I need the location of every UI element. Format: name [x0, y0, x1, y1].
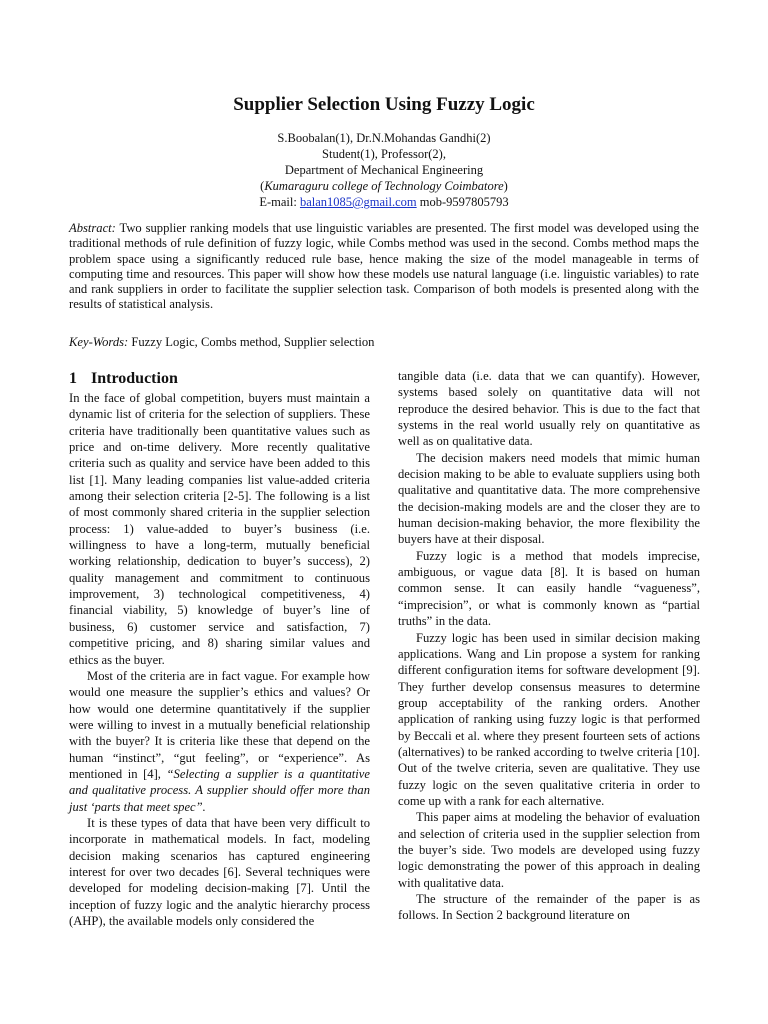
affiliation-line — [0, 178, 768, 194]
mobile-number: mob-9597805793 — [416, 195, 509, 209]
abstract-text: Two supplier ranking models that use linguistic variables are presented. The first model was developed using the traditional methods of rule definition of fuzzy logic, while Combs method was used in the second. Combs method maps the problem space using a significantly reduced rule base, hence making the size of the model manageable in terms of computing time and resources. This paper will show how these models use natural language (i.e. linguistic variables) to rate and rank suppliers in order to facilitate the supplier selection task. Comparison of both models is presented along with the results of statistical analysis. — [69, 221, 699, 312]
paragraph: It is these types of data that have been very difficult to incorporate in mathematical models. In fact, modeling decision making scenarios has captured engineering interest for over two decades [6]. Several techniques were developed for modeling decision-making [7]. Until the inception of fuzzy logic and the analytic hierarchy process (AHP), the available models only considered the — [69, 815, 370, 928]
paragraph: tangible data (i.e. data that we can quantify). However, systems based solely on quantitative data will not reproduce the desired behavior. This is due to the fact that systems in the real world usually rely on quantitative as well as on qualitative data. — [398, 369, 700, 449]
keywords — [69, 334, 699, 350]
left-column — [69, 368, 370, 929]
paragraph: Fuzzy logic has been used in similar decision making applications. Wang and Lin propose a system for ranking different configuration items for software development [9]. They further develop consensus measures to determine group acceptability of the ranking orders. Another application of ranking using fuzzy logic is that performed by Beccali et al. where they present fourteen sets of actions (alternatives) to be ranked according to twelve criteria [10]. Out of the twelve criteria, seven are qualitative. They use fuzzy logic on the seven qualitative criteria in order to come up with a rank for each alternative. — [398, 630, 700, 808]
quote: “Selecting a supplier is a quantitative and qualitative process. A supplier should offer more than just ‘parts that meet spec”. — [69, 766, 370, 814]
paragraph: The decision makers need models that mimic human decision making to be able to evaluate suppliers using both qualitative and quantitative data. The more comprehensive the decision-making models are and the closer they are to human decision-making behavior, the more flexibility the buyers have at their disposal. — [398, 450, 700, 547]
section-number: 1 — [69, 370, 77, 387]
paragraph: This paper aims at modeling the behavior of evaluation and selection of criteria used in the supplier selection from the buyer’s side. Two models are developed using fuzzy logic demonstrating the power of this approach in dealing with qualitative data. — [398, 810, 700, 890]
paragraph-text: Most of the criteria are in fact vague. For example how would one measure the supplier’s ethics and values? Or how would one determine quantitatively if the supplier were willing to invest in a mutually beneficial relationship with the buyer? It is criteria like these that depend on the human “instinct”, “gut feeling”, or “experience”. As mentioned in [4], — [69, 668, 370, 781]
author-names: S.Boobalan(1), Dr.N.Mohandas Gandhi(2) — [277, 131, 491, 145]
keywords-label: Key-Words: — [69, 335, 129, 349]
paragraph: Fuzzy logic is a method that models imprecise, ambiguous, or vague data [8]. It is based on human common sense. It can easily handle “vagueness”, “imprecision”, or what is commonly known as “partial truths” in the data. — [398, 548, 700, 629]
paragraph: The structure of the remainder of the paper is as follows. In Section 2 background literature on — [398, 892, 700, 923]
paper-title: Supplier Selection Using Fuzzy Logic — [233, 94, 535, 115]
abstract — [69, 221, 699, 313]
paragraph: In the face of global competition, buyers must maintain a dynamic list of criteria for the selection of suppliers. These criteria have traditionally been quantitative values such as price and on-time delivery. More recently qualitative criteria such as quality and service have been added to this list [1]. Many leading companies list value-added criteria among their selection criteria [2-5]. The following is a list of most commonly shared criteria in the supplier selection process: 1) value-added to buyer’s business (i.e. willingness to have a long-term, mutually beneficial working relationship, dedication to buyer’s success), 2) quality management and commitment to continuous improvement, 3) technological competitiveness, 4) financial viability, 5) knowledge of buyer’s line of business, 6) customer service and satisfaction, 7) competitive pricing, and 8) sharing similar values and ethics as the buyer. — [69, 391, 370, 667]
section-heading — [69, 368, 370, 390]
affiliation-open: ( — [260, 179, 265, 193]
contact-line — [0, 194, 768, 210]
keywords-text: Fuzzy Logic, Combs method, Supplier selection — [128, 335, 375, 349]
email-link[interactable]: balan1085@gmail.com — [299, 195, 417, 209]
paragraph — [69, 668, 370, 815]
affiliation-close: ) — [503, 179, 508, 193]
author-roles: Student(1), Professor(2), — [322, 147, 446, 161]
author-block — [0, 130, 768, 210]
abstract-label: Abstract: — [69, 221, 116, 235]
affiliation: Kumaraguru college of Technology Coimbatore — [264, 179, 504, 193]
section-title: Introduction — [91, 370, 178, 387]
email-label: E-mail: — [259, 195, 300, 209]
department: Department of Mechanical Engineering — [284, 163, 484, 177]
right-column — [398, 368, 700, 924]
